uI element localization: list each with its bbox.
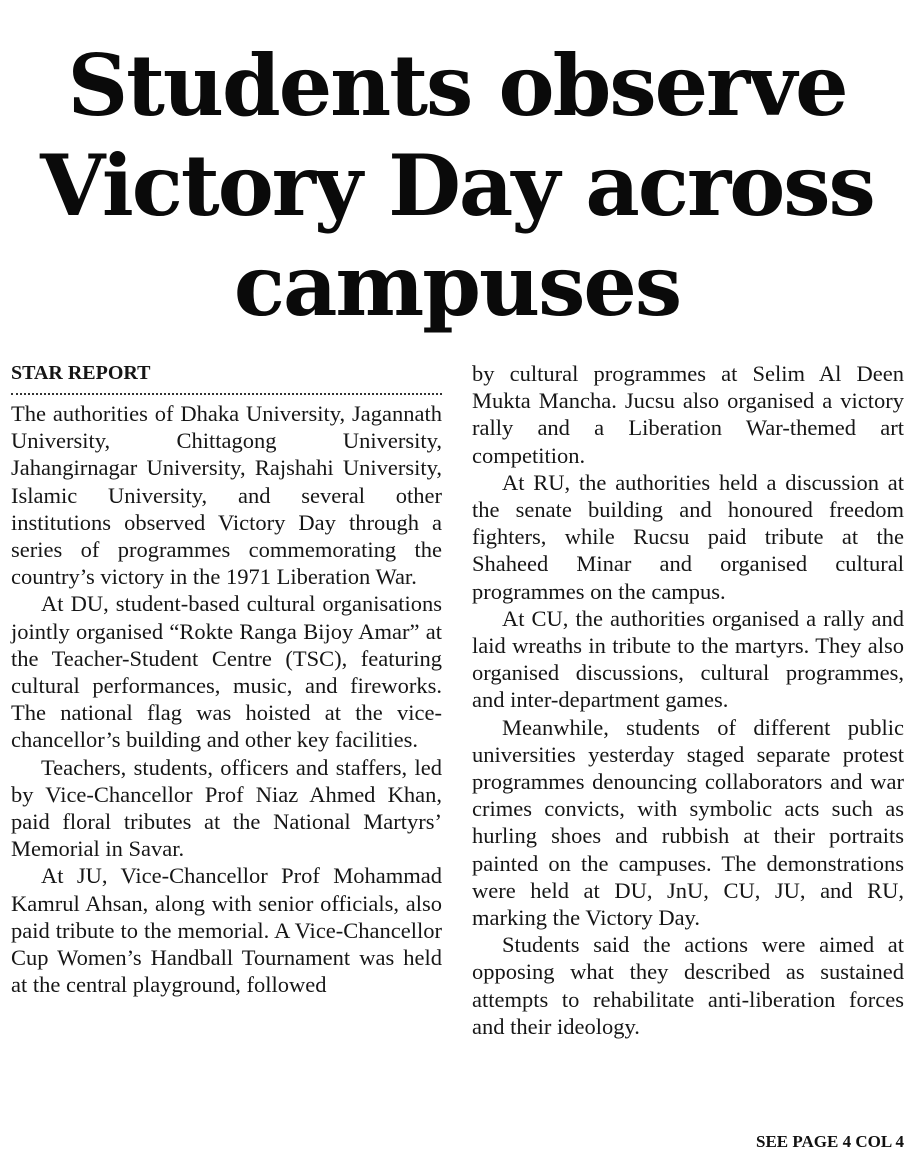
paragraph: The authorities of Dhaka University, Jagannath University, Chittagong University, Jahangirnagar University, Rajshahi University, Islamic University, and several other institutions observed Victory Day through a series of programmes commemorating the country’s victory in the 1971 Liberation War. [11,401,442,590]
headline [10,36,904,336]
paragraph: Students said the actions were aimed at opposing what they described as sustained attempts to rehabilitate anti-liberation forces and their ideology. [472,932,904,1039]
paragraph: At JU, Vice-Chancellor Prof Mohammad Kamrul Ahsan, along with senior officials, also paid tribute to the memorial. A Vice-Chancellor Cup Women’s Handball Tournament was held at the central playground, followed [11,863,442,998]
paragraph: At DU, student-based cultural organisations jointly organised “Rokte Ranga Bijoy Amar” at the Teacher-Student Centre (TSC), featuring cultural performances, music, and fireworks. The national flag was hoisted at the vice-chancellor’s building and other key facilities. [11,591,442,753]
left-column [11,360,442,998]
headline-line-1: Students observe [67,36,847,135]
byline: STAR REPORT [11,360,442,395]
paragraph: by cultural programmes at Selim Al Deen Mukta Mancha. Jucsu also organised a victory rally and a Liberation War-themed art competition. [472,361,904,468]
right-column [472,360,904,1040]
paragraph: At CU, the authorities organised a rally and laid wreaths in tribute to the martyrs. They also organised discussions, cultural programmes, and inter-department games. [472,605,904,713]
continuation-note: SEE PAGE 4 COL 4 [756,1132,904,1151]
paragraph: Meanwhile, students of different public universities yesterday staged separate protest programmes denouncing collaborators and war crimes convicts, with symbolic acts such as hurling shoes and rubbish at their portraits painted on the campuses. The demonstrations were held at DU, JnU, CU, JU, and RU, marking the Victory Day. [472,714,904,931]
headline-line-2: Victory Day across [40,136,874,235]
paragraph: Teachers, students, officers and staffers, led by Vice-Chancellor Prof Niaz Ahmed Khan, paid floral tributes at the National Martyrs’ Memorial in Savar. [11,754,442,862]
headline-line-3: campuses [233,236,681,335]
paragraph: At RU, the authorities held a discussion at the senate building and honoured freedom fighters, while Rucsu paid tribute at the Shaheed Minar and organised cultural programmes on the campus. [472,469,904,604]
